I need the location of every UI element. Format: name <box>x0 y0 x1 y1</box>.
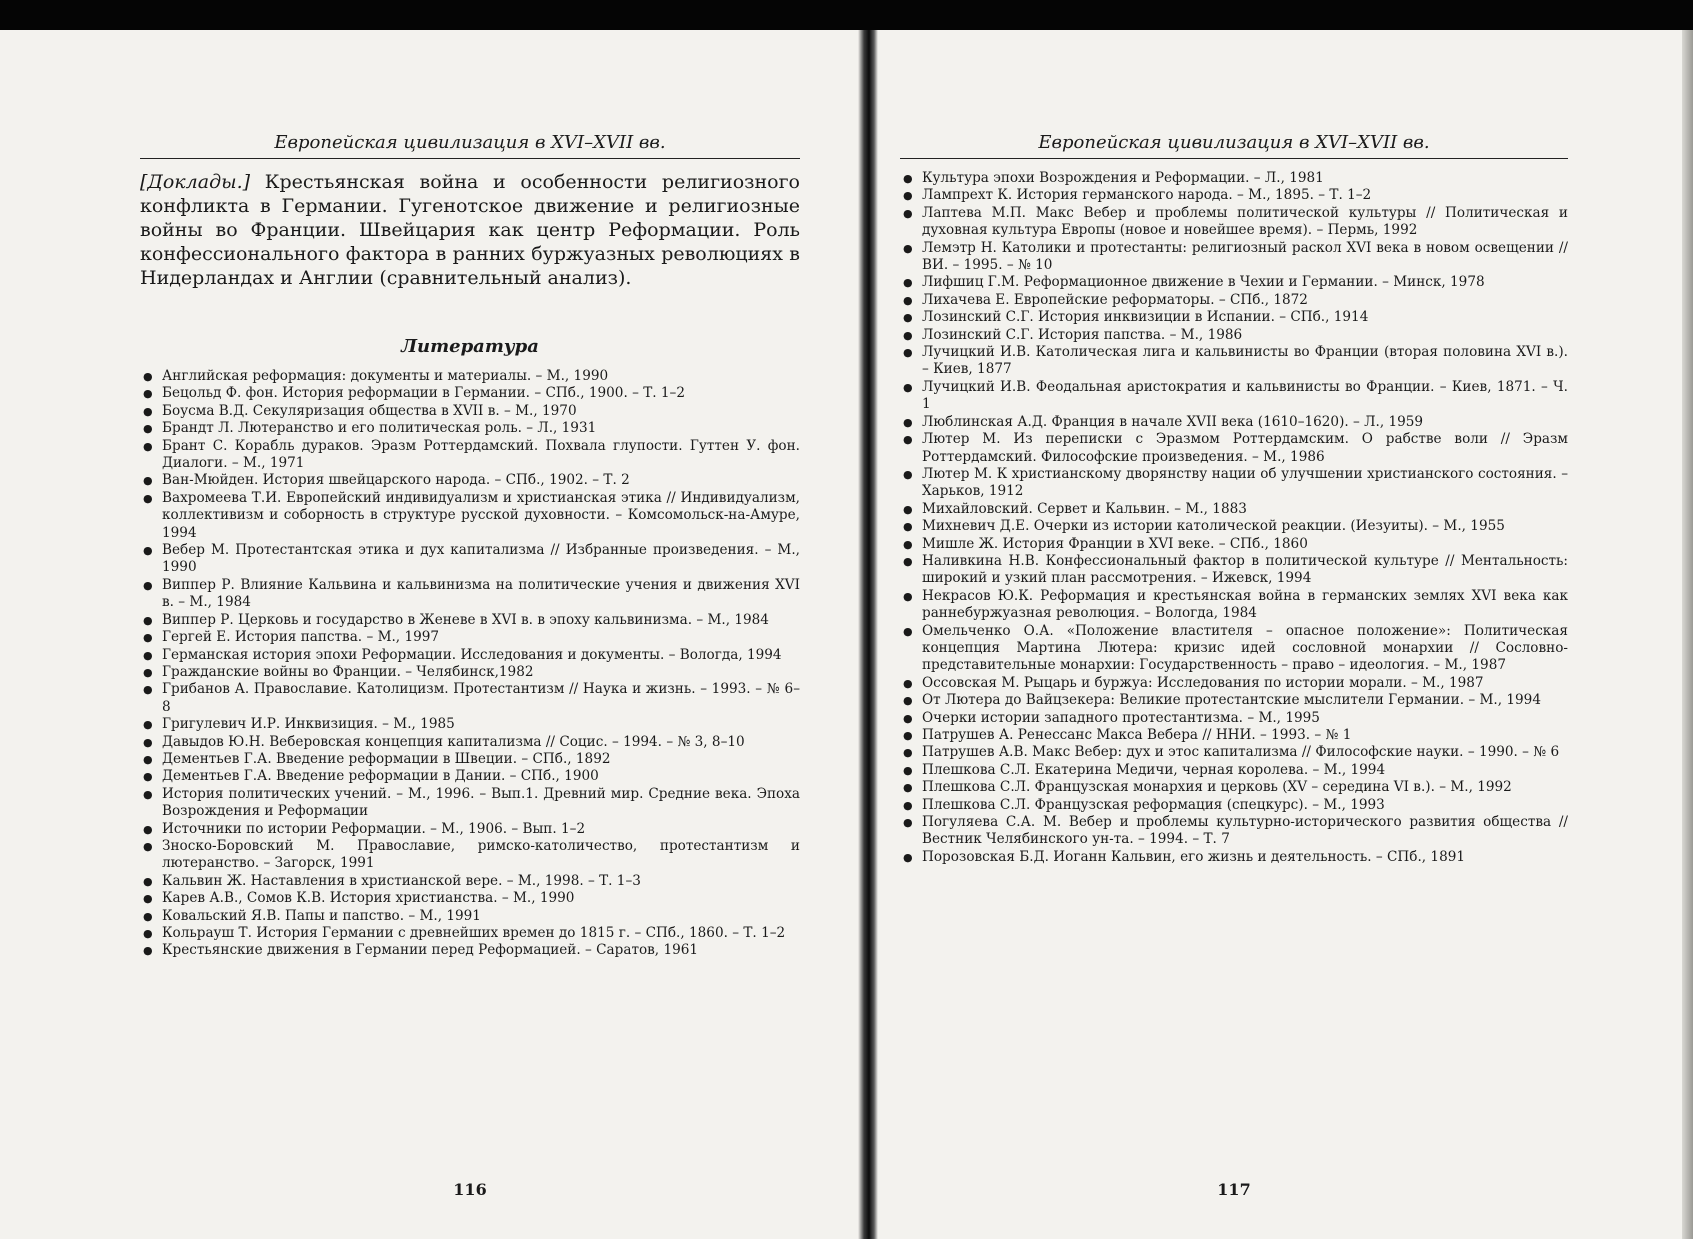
bibliography-entry <box>900 797 1568 814</box>
bibliography-entry <box>900 187 1568 204</box>
bullet-icon: ● <box>143 578 153 592</box>
bibliography-entry-text: Погуляева С.А. М. Вебер и проблемы культурно-исторического развития общества // Вестник Челябинского ун-та. – 1994. – Т. 7 <box>922 814 1568 848</box>
bibliography-entry-text: История политических учений. – М., 1996. – Вып.1. Древний мир. Средние века. Эпоха Возрождения и Реформации <box>162 785 800 820</box>
bullet-icon: ● <box>143 544 153 558</box>
bibliography-entry <box>900 710 1568 727</box>
bibliography-entry <box>140 942 800 959</box>
bibliography-entry <box>140 403 800 420</box>
bibliography-entry-text: Лютер М. Из переписки с Эразмом Роттердамским. О рабстве воли // Эразм Роттердамский. Философские произведения. – М., 1986 <box>922 431 1568 465</box>
page-edge <box>1682 30 1693 1239</box>
bullet-icon: ● <box>903 380 913 394</box>
bibliography-entry-text: Брандт Л. Лютеранство и его политическая роль. – Л., 1931 <box>162 420 597 437</box>
bibliography-entry <box>900 170 1568 187</box>
bibliography-entry-text: Германская история эпохи Реформации. Исследования и документы. – Вологда, 1994 <box>162 646 782 663</box>
bibliography-entry <box>140 786 800 821</box>
bullet-icon: ● <box>903 520 913 534</box>
bibliography-entry-text: Плешкова С.Л. Французская монархия и церковь (XV – середина VI в.). – М., 1992 <box>922 779 1512 796</box>
bibliography-entry-text: Плешкова С.Л. Екатерина Медичи, черная королева. – М., 1994 <box>922 761 1386 778</box>
literature-heading: Литература <box>401 336 539 357</box>
bibliography-entry-text: Лаптева М.П. Макс Вебер и проблемы политической культуры // Политическая и духовная культура Европы (новое и новейшее время). – Пермь, 1992 <box>922 204 1568 239</box>
bibliography-entry <box>900 588 1568 623</box>
bibliography-entry-text: Очерки истории западного протестантизма. – М., 1995 <box>922 709 1320 726</box>
bullet-icon: ● <box>143 422 153 436</box>
bibliography-entry <box>140 908 800 925</box>
bibliography-entry <box>900 327 1568 344</box>
bibliography-entry-text: Источники по истории Реформации. – М., 1906. – Вып. 1–2 <box>162 820 586 837</box>
bibliography-entry-text: Брант С. Корабль дураков. Эразм Роттердамский. Похвала глупости. Гуттен У. фон. Диалоги. – М., 1971 <box>162 437 800 472</box>
bullet-icon: ● <box>903 746 913 760</box>
bibliography-entry-text: Патрушев А. Ренессанс Макса Вебера // ННИ. – 1993. – № 1 <box>922 727 1352 743</box>
bibliography-entry <box>900 762 1568 779</box>
bullet-icon: ● <box>143 822 153 836</box>
bullet-icon: ● <box>143 892 153 906</box>
bibliography-entry-text: Дементьев Г.А. Введение реформации в Дании. – СПб., 1900 <box>162 768 599 785</box>
bullet-icon: ● <box>903 537 913 551</box>
bibliography-entry <box>140 472 800 489</box>
bullet-icon: ● <box>143 839 153 853</box>
bibliography-entry-text: Ван-Мюйден. История швейцарского народа. – СПб., 1902. – Т. 2 <box>162 472 630 489</box>
bibliography-entry <box>900 431 1568 466</box>
bullet-icon: ● <box>903 502 913 516</box>
bibliography-entry <box>900 675 1568 692</box>
bibliography-entry-text: Омельченко О.А. «Положение властителя – опасное положение»: Политическая концепция Мартина Лютера: кризис идей сословной монархии // Сословно-представительные монархии: Государственность – право – идеология. – М., 1987 <box>922 622 1568 674</box>
bullet-icon: ● <box>143 370 153 383</box>
bibliography-entry-text: Лампрехт К. История германского народа. – М., 1895. – Т. 1–2 <box>922 187 1372 204</box>
bibliography-entry <box>900 292 1568 309</box>
bullet-icon: ● <box>903 850 913 864</box>
bibliography-entry <box>900 623 1568 675</box>
bibliography-list <box>140 368 800 960</box>
bibliography-entry-text: Некрасов Ю.К. Реформация и крестьянская война в германских землях XVI века как раннебуржуазная революция. – Вологда, 1984 <box>922 587 1568 622</box>
reports-label: [Доклады.] <box>140 171 251 193</box>
bibliography-entry <box>140 420 800 437</box>
bibliography-entry-text: Вебер М. Протестантская этика и дух капитализма // Избранные произведения. – М., 1990 <box>162 542 800 576</box>
bibliography-entry-text: Мишле Ж. История Франции в XVI веке. – СПб., 1860 <box>922 535 1308 552</box>
bibliography-entry <box>140 838 800 873</box>
bibliography-entry <box>900 466 1568 501</box>
bibliography-entry-text: Боусма В.Д. Секуляризация общества в XVII в. – М., 1970 <box>162 402 577 419</box>
bibliography-entry-text: Грибанов А. Православие. Католицизм. Протестантизм // Наука и жизнь. – 1993. – № 6–8 <box>162 681 800 715</box>
header-rule <box>140 158 800 159</box>
bibliography-list <box>900 170 1568 866</box>
bullet-icon: ● <box>903 293 913 307</box>
bullet-icon: ● <box>903 781 913 795</box>
bullet-icon: ● <box>903 415 913 429</box>
bibliography-entry-text: Карев А.В., Сомов К.В. История христианства. – М., 1990 <box>162 890 575 907</box>
bibliography-entry-text: Люблинская А.Д. Франция в начале XVII века (1610–1620). – Л., 1959 <box>922 413 1424 430</box>
bibliography-entry-text: Лозинский С.Г. История папства. – М., 1986 <box>922 326 1243 343</box>
header-rule <box>900 158 1568 159</box>
bibliography-entry-text: Дементьев Г.А. Введение реформации в Швеции. – СПб., 1892 <box>162 750 611 767</box>
bibliography-entry <box>900 849 1568 866</box>
page-number: 117 <box>1217 1180 1251 1199</box>
bullet-icon: ● <box>143 770 153 784</box>
bibliography-entry-text: Григулевич И.Р. Инквизиция. – М., 1985 <box>162 716 455 733</box>
bullet-icon: ● <box>143 665 153 679</box>
bibliography-entry <box>900 518 1568 535</box>
bibliography-entry <box>900 205 1568 240</box>
bullet-icon: ● <box>903 589 913 603</box>
bullet-icon: ● <box>903 729 913 742</box>
bullet-icon: ● <box>903 467 913 481</box>
bullet-icon: ● <box>143 474 153 488</box>
book-spine <box>858 30 878 1239</box>
bullet-icon: ● <box>143 909 153 923</box>
page-116 <box>140 30 800 1239</box>
bibliography-entry <box>900 692 1568 709</box>
bullet-icon: ● <box>903 241 913 255</box>
bibliography-entry-text: Лучицкий И.В. Феодальная аристократия и кальвинисты во Франции. – Киев, 1871. – Ч. 1 <box>922 378 1568 413</box>
bibliography-entry <box>140 385 800 402</box>
bibliography-entry <box>900 727 1568 744</box>
scan-top-border <box>0 0 1693 30</box>
bullet-icon: ● <box>903 763 913 777</box>
page-117 <box>900 30 1568 1239</box>
bibliography-entry-text: Лютер М. К христианскому дворянству нации об улучшении христианского состояния. – Харьков, 1912 <box>922 465 1568 500</box>
reports-paragraph <box>140 170 800 290</box>
bibliography-entry <box>140 716 800 733</box>
bibliography-entry-text: Гражданские войны во Франции. – Челябинск,1982 <box>162 663 534 680</box>
bibliography-entry-text: Михайловский. Сервет и Кальвин. – М., 1883 <box>922 500 1247 517</box>
bullet-icon: ● <box>903 798 913 812</box>
bullet-icon: ● <box>903 624 913 638</box>
bibliography-entry <box>140 734 800 751</box>
bullet-icon: ● <box>903 346 913 360</box>
bibliography-entry-text: Порозовская Б.Д. Иоганн Кальвин, его жизнь и деятельность. – СПб., 1891 <box>922 848 1466 865</box>
bibliography-entry-text: От Лютера до Вайцзекера: Великие протестантские мыслители Германии. – М., 1994 <box>922 692 1541 709</box>
bullet-icon: ● <box>143 787 153 801</box>
bibliography-entry <box>140 890 800 907</box>
bullet-icon: ● <box>143 874 153 888</box>
bullet-icon: ● <box>143 613 153 627</box>
bibliography-entry-text: Английская реформация: документы и материалы. – М., 1990 <box>162 368 609 384</box>
bibliography-entry-text: Патрушев А.В. Макс Вебер: дух и этос капитализма // Философские науки. – 1990. – № 6 <box>922 744 1560 761</box>
reports-text: Крестьянская война и особенности религиозного конфликта в Германии. Гугенотское движение и религиозные войны во Франции. Швейцария как центр Реформации. Роль конфессионального фактора в ранних буржуазных революциях в Нидерландах и Англии (сравнительный анализ). <box>140 171 800 289</box>
bullet-icon: ● <box>903 328 913 342</box>
bibliography-entry <box>900 240 1568 275</box>
bibliography-entry-text: Вахромеева Т.И. Европейский индивидуализм и христианская этика // Индивидуализм, коллективизм и соборность в структуре русской духовности. – Комсомольск-на-Амуре, 1994 <box>162 489 800 541</box>
bullet-icon: ● <box>143 735 153 749</box>
bibliography-entry <box>900 553 1568 588</box>
bullet-icon: ● <box>143 683 153 697</box>
bibliography-entry-text: Виппер Р. Влияние Кальвина и кальвинизма на политические учения и движения XVI в. – М., 1984 <box>162 576 800 611</box>
bullet-icon: ● <box>903 276 913 290</box>
bullet-icon: ● <box>143 648 153 662</box>
bibliography-entry <box>140 821 800 838</box>
bibliography-entry-text: Ковальский Я.В. Папы и папство. – М., 1991 <box>162 907 481 924</box>
bullet-icon: ● <box>903 676 913 690</box>
bullet-icon: ● <box>143 404 153 418</box>
bibliography-entry <box>140 768 800 785</box>
bibliography-entry-text: Бецольд Ф. фон. История реформации в Германии. – СПб., 1900. – Т. 1–2 <box>162 385 686 402</box>
bibliography-entry-text: Оссовская М. Рыцарь и буржуа: Исследования по истории морали. – М., 1987 <box>922 674 1484 691</box>
bullet-icon: ● <box>903 311 913 325</box>
bullet-icon: ● <box>143 752 153 766</box>
bibliography-entry <box>140 681 800 716</box>
bibliography-entry-text: Михневич Д.Е. Очерки из истории католической реакции. (Иезуиты). – М., 1955 <box>922 518 1505 535</box>
bibliography-entry <box>900 309 1568 326</box>
running-head: Европейская цивилизация в XVI–XVII вв. <box>1038 132 1430 153</box>
bibliography-entry-text: Лемэтр Н. Католики и протестанты: религиозный раскол XVI века в новом освещении // ВИ. – 1995. – № 10 <box>922 239 1568 274</box>
bibliography-entry-text: Лозинский С.Г. История инквизиции в Испании. – СПб., 1914 <box>922 309 1369 326</box>
bibliography-entry-text: Кольрауш Т. История Германии с древнейших времен до 1815 г. – СПб., 1860. – Т. 1–2 <box>162 925 786 941</box>
bibliography-entry <box>140 438 800 473</box>
bullet-icon: ● <box>903 206 913 220</box>
running-head: Европейская цивилизация в XVI–XVII вв. <box>274 132 666 153</box>
bibliography-entry <box>140 629 800 646</box>
bibliography-entry <box>140 577 800 612</box>
bullet-icon: ● <box>143 944 153 958</box>
bibliography-entry <box>900 344 1568 379</box>
bibliography-entry <box>900 501 1568 518</box>
bibliography-entry <box>900 536 1568 553</box>
bibliography-entry-text: Гергей Е. История папства. – М., 1997 <box>162 629 440 646</box>
bullet-icon: ● <box>903 694 913 708</box>
bibliography-entry-text: Лифшиц Г.М. Реформационное движение в Чехии и Германии. – Минск, 1978 <box>922 274 1485 291</box>
bibliography-entry-text: Кальвин Ж. Наставления в христианской вере. – М., 1998. – Т. 1–3 <box>162 872 641 889</box>
bibliography-entry <box>140 873 800 890</box>
bullet-icon: ● <box>143 387 153 401</box>
bullet-icon: ● <box>903 554 913 568</box>
bibliography-entry-text: Давыдов Ю.Н. Веберовская концепция капитализма // Социс. – 1994. – № 3, 8–10 <box>162 733 745 750</box>
bullet-icon: ● <box>903 189 913 203</box>
bibliography-entry <box>140 664 800 681</box>
bibliography-entry <box>900 274 1568 291</box>
bullet-icon: ● <box>903 433 913 447</box>
bibliography-entry <box>900 379 1568 414</box>
page-number: 116 <box>453 1180 487 1199</box>
bibliography-entry <box>900 414 1568 431</box>
bibliography-entry-text: Виппер Р. Церковь и государство в Женеве в XVI в. в эпоху кальвинизма. – М., 1984 <box>162 611 769 628</box>
bullet-icon: ● <box>143 439 153 453</box>
bibliography-entry <box>900 744 1568 761</box>
bibliography-entry <box>140 925 800 942</box>
bullet-icon: ● <box>143 927 153 940</box>
bullet-icon: ● <box>143 631 153 645</box>
bullet-icon: ● <box>903 172 913 185</box>
bibliography-entry-text: Крестьянские движения в Германии перед Реформацией. – Саратов, 1961 <box>162 942 699 959</box>
bibliography-entry-text: Наливкина Н.В. Конфессиональный фактор в политической культуре // Ментальность: широкий и узкий план рассмотрения. – Ижевск, 1994 <box>922 552 1568 587</box>
bibliography-entry <box>900 814 1568 849</box>
bibliography-entry <box>140 542 800 577</box>
bibliography-entry-text: Зноско-Боровский М. Православие, римско-католичество, протестантизм и лютеранство. – Загорск, 1991 <box>162 837 800 872</box>
bibliography-entry <box>140 612 800 629</box>
bibliography-entry <box>900 779 1568 796</box>
bibliography-entry <box>140 647 800 664</box>
bibliography-entry-text: Лучицкий И.В. Католическая лига и кальвинисты во Франции (вторая половина XVI в.). – Киев, 1877 <box>922 344 1568 378</box>
bibliography-entry <box>140 368 800 385</box>
bullet-icon: ● <box>143 718 153 732</box>
bullet-icon: ● <box>143 491 153 505</box>
bullet-icon: ● <box>903 711 913 725</box>
bibliography-entry <box>140 490 800 542</box>
bibliography-entry-text: Лихачева Е. Европейские реформаторы. – СПб., 1872 <box>922 291 1308 308</box>
bullet-icon: ● <box>903 816 913 830</box>
bibliography-entry-text: Культура эпохи Возрождения и Реформации. – Л., 1981 <box>922 170 1324 186</box>
bibliography-entry-text: Плешкова С.Л. Французская реформация (спецкурс). – М., 1993 <box>922 796 1385 813</box>
bibliography-entry <box>140 751 800 768</box>
